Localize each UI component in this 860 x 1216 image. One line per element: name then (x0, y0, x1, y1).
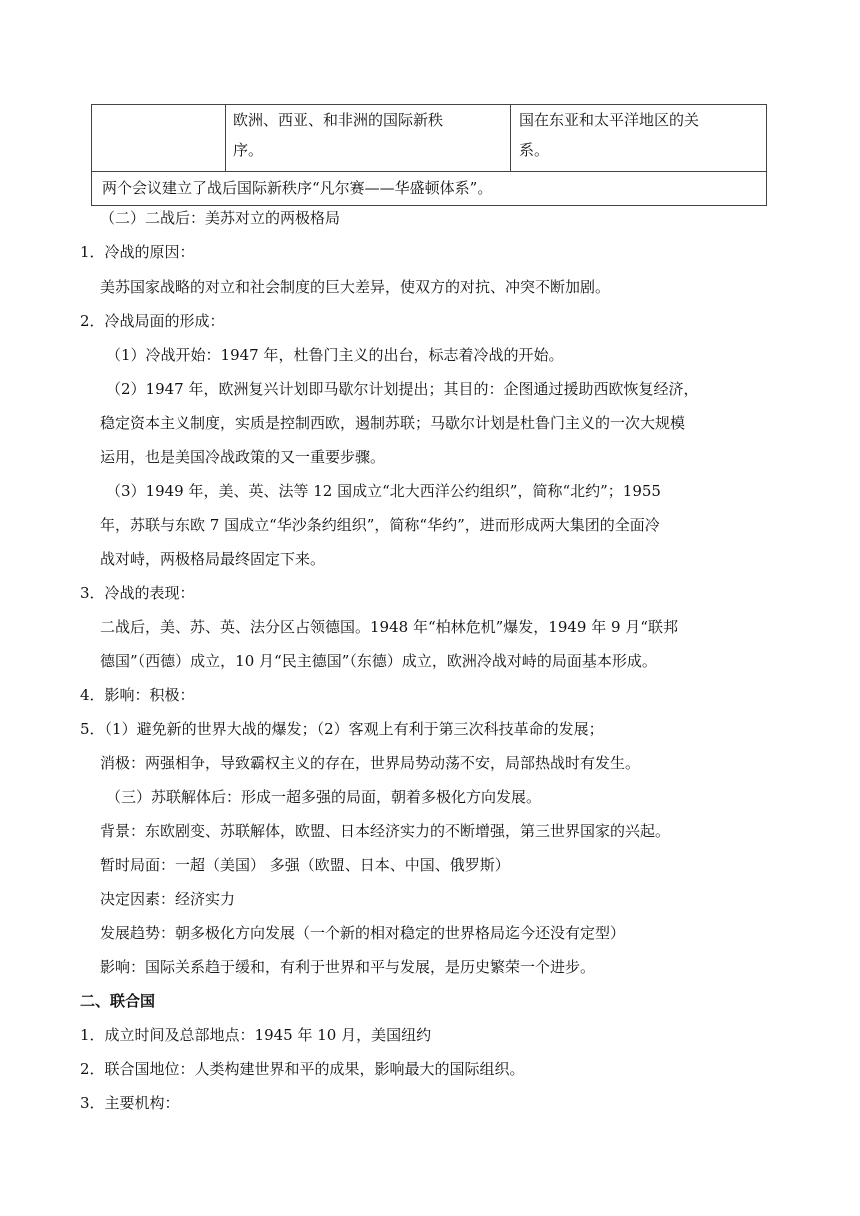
paragraph-line: 决定因素：经济实力 (100, 890, 236, 908)
list-item: 4．影响：积极： (80, 686, 195, 704)
paragraph-line: （2）1947 年，欧洲复兴计划即马歇尔计划提出；其目的：企图通过援助西欧恢复经济， (106, 380, 699, 398)
paragraph-line: 二战后，美、苏、英、法分区占领德国。1948 年“柏林危机”爆发，1949 年 9 月“联邦 (100, 618, 678, 636)
paragraph-line: 稳定资本主义制度，实质是控制西欧，遏制苏联；马歇尔计划是杜鲁门主义的一次大规模 (100, 414, 686, 432)
paragraph-line: 暂时局面：一超（美国） 多强（欧盟、日本、中国、俄罗斯） (100, 856, 510, 874)
paragraph-line: 战对峙，两极格局最终固定下来。 (100, 550, 326, 568)
table-cell-text: 欧洲、西亚、和非洲的国际新秩 (233, 111, 444, 129)
table-divider (225, 105, 226, 171)
table-cell-text: 序。 (233, 141, 264, 159)
table-cell-text: 系。 (519, 141, 550, 159)
paragraph-line: 运用，也是美国冷战政策的又一重要步骤。 (100, 448, 386, 466)
list-item: 1．成立时间及总部地点：1945 年 10 月，美国纽约 (80, 1026, 432, 1044)
chapter-heading: 二、联合国 (80, 992, 156, 1010)
section-heading: （二）二战后：美苏对立的两极格局 (100, 209, 341, 227)
table-cell-text: 国在东亚和太平洋地区的关 (519, 111, 700, 129)
table-divider (510, 105, 511, 171)
paragraph-line: （1）冷战开始：1947 年，杜鲁门主义的出台，标志着冷战的开始。 (106, 346, 564, 364)
list-item: 5．（1）避免新的世界大战的爆发；（2）客观上有利于第三次科技革命的发展； (80, 720, 604, 738)
table-cell-middle (233, 105, 503, 165)
paragraph-line: 德国”（西德）成立，10 月“民主德国”（东德）成立，欧洲冷战对峙的局面基本形成。 (100, 652, 657, 670)
list-item: 1．冷战的原因： (80, 243, 195, 261)
paragraph-line: 影响：国际关系趋于缓和，有利于世界和平与发展，是历史繁荣一个进步。 (100, 958, 596, 976)
paragraph-line: （3）1949 年，美、英、法等 12 国成立“北大西洋公约组织”，简称“北约”；1955 (106, 482, 661, 500)
table-footer-row (102, 173, 752, 203)
list-item: 2．联合国地位：人类构建世界和平的成果，影响最大的国际组织。 (80, 1060, 525, 1078)
list-item: 3．主要机构： (80, 1094, 180, 1112)
table-cell-text: 两个会议建立了战后国际新秩序“凡尔赛——华盛顿体系”。 (102, 179, 493, 197)
list-item: 2．冷战局面的形成： (80, 312, 225, 330)
paragraph-line: 发展趋势：朝多极化方向发展（一个新的相对稳定的世界格局迄今还没有定型） (100, 924, 626, 942)
paragraph-line: 年，苏联与东欧 7 国成立“华沙条约组织”，简称“华约”，进而形成两大集团的全面冷 (100, 516, 660, 534)
treaty-table (91, 104, 767, 206)
list-item: 3．冷战的表现： (80, 584, 195, 602)
section-heading: （三）苏联解体后：形成一超多强的局面，朝着多极化方向发展。 (106, 788, 542, 806)
paragraph-line: 背景：东欧剧变、苏联解体，欧盟、日本经济实力的不断增强，第三世界国家的兴起。 (100, 822, 671, 840)
paragraph-line: 美苏国家战略的对立和社会制度的巨大差异，使双方的对抗、冲突不断加剧。 (100, 278, 611, 296)
paragraph-line: 消极：两强相争，导致霸权主义的存在，世界局势动荡不安，局部热战时有发生。 (100, 754, 641, 772)
table-cell-right (519, 105, 759, 165)
table-divider (92, 171, 766, 172)
